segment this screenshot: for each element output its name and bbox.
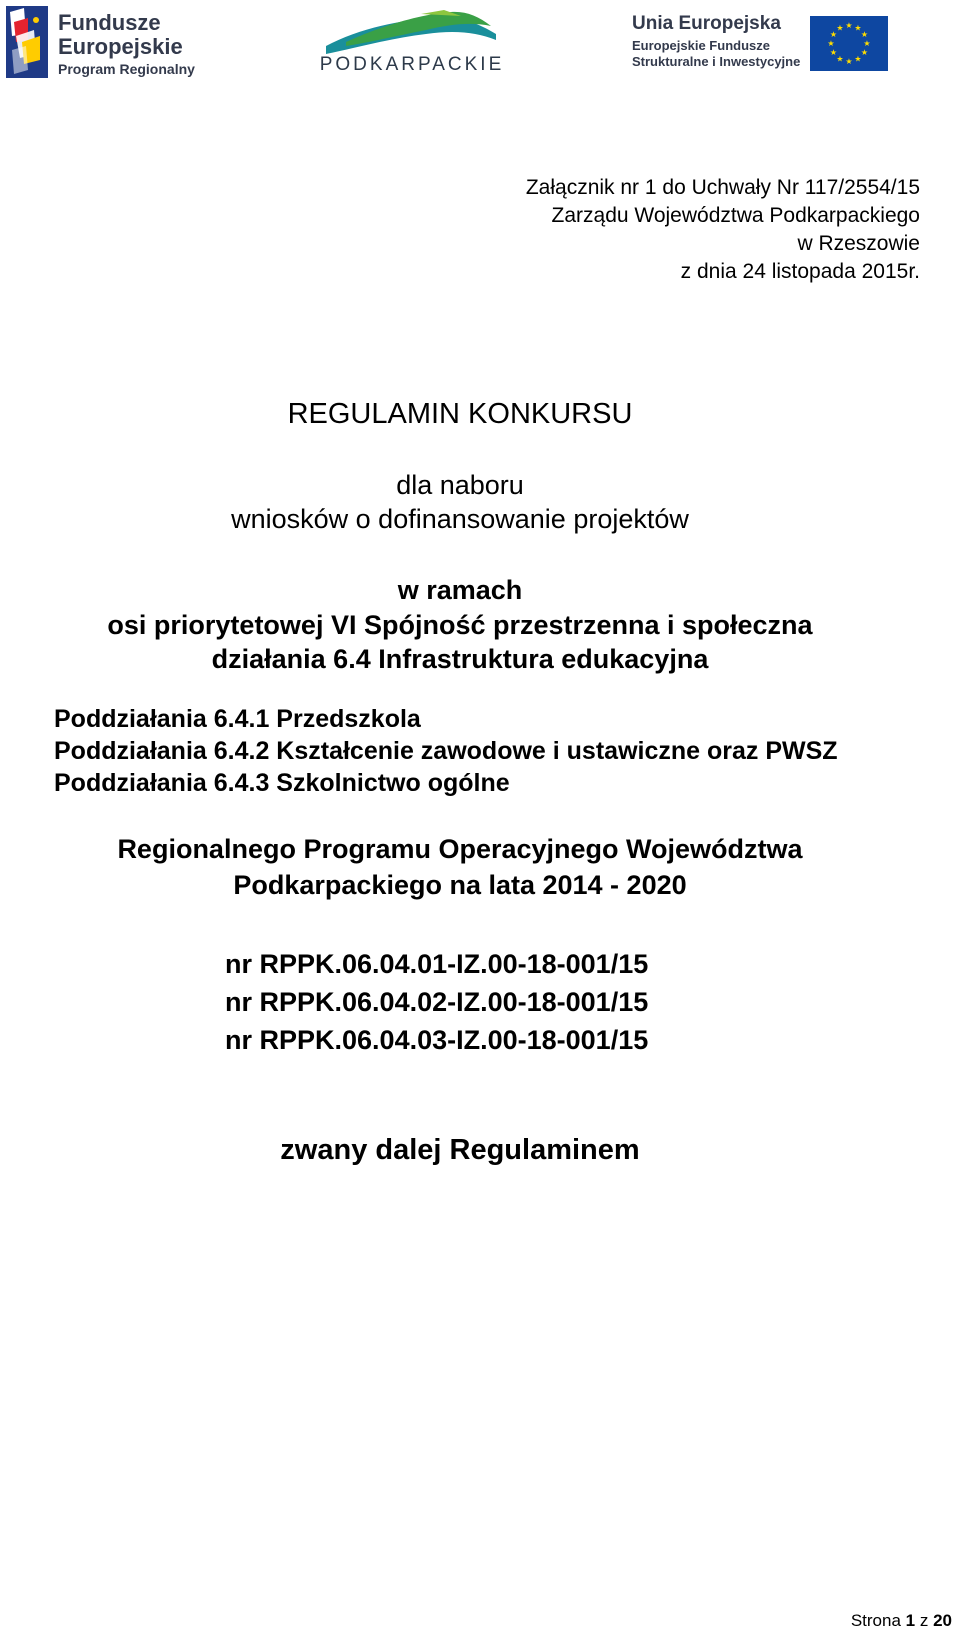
page-label: Strona	[850, 1611, 901, 1630]
ue-logo-line2: Europejskie Fundusze	[632, 38, 770, 53]
page-total: 20	[933, 1611, 952, 1630]
subtitle-line-1: dla naboru	[396, 470, 524, 500]
annex-line-3: w Rzeszowie	[797, 232, 920, 255]
subaction-item: Poddziałania 6.4.3 Szkolnictwo ogólne	[54, 769, 510, 797]
ue-logo-line1: Unia Europejska	[632, 13, 781, 34]
call-number: nr RPPK.06.04.02-IZ.00-18-001/15	[225, 987, 649, 1017]
program-line-1: Regionalnego Programu Operacyjnego Województwa	[117, 834, 803, 864]
svg-text:★: ★	[860, 48, 869, 57]
fundusze-europejskie-logo	[6, 6, 196, 78]
fe-flag-icon	[6, 6, 48, 78]
subactions-list	[54, 703, 838, 799]
ue-logo-line3: Strukturalne i Inwestycyjne	[632, 54, 801, 69]
podkarpackie-wave-icon	[326, 10, 496, 54]
program-line-2: Podkarpackiego na lata 2014 - 2020	[233, 870, 687, 900]
svg-text:★: ★	[860, 30, 869, 39]
axis-line-1: w ramach	[397, 575, 523, 605]
page-separator: z	[919, 1611, 929, 1630]
page-footer	[851, 1611, 952, 1631]
page-current: 1	[905, 1611, 916, 1630]
subaction-item: Poddziałania 6.4.1 Przedszkola	[54, 705, 421, 733]
svg-text:★: ★	[854, 54, 862, 64]
document-title: REGULAMIN KONKURSU	[287, 398, 633, 430]
logo-bar	[0, 0, 960, 88]
subaction-item: Poddziałania 6.4.2 Kształcenie zawodowe i ustawiczne oraz PWSZ	[54, 737, 838, 765]
fe-logo-line3: Program Regionalny	[58, 61, 195, 77]
podkarpackie-logo	[312, 10, 512, 76]
fe-logo-line2: Europejskie	[58, 34, 183, 59]
svg-text:★: ★	[845, 57, 853, 66]
annex-line-4: z dnia 24 listopada 2015r.	[680, 260, 920, 283]
annex-line-2: Zarządu Województwa Podkarpackiego	[551, 204, 920, 227]
axis-line-2: osi priorytetowej VI Spójność przestrzenna i społeczna	[107, 610, 813, 640]
svg-text:★: ★	[854, 23, 862, 33]
called-hereinafter: zwany dalej Regulaminem	[280, 1134, 640, 1166]
annex-line-1: Załącznik nr 1 do Uchwały Nr 117/2554/15	[525, 176, 920, 199]
eu-flag-icon	[810, 16, 888, 71]
svg-text:★: ★	[863, 39, 871, 48]
podkarpackie-wordmark: PODKARPACKIE	[319, 54, 505, 75]
svg-text:★: ★	[836, 23, 844, 33]
call-number: nr RPPK.06.04.03-IZ.00-18-001/15	[225, 1025, 649, 1055]
unia-europejska-logo	[632, 12, 954, 76]
call-number: nr RPPK.06.04.01-IZ.00-18-001/15	[225, 949, 649, 979]
svg-text:★: ★	[836, 54, 844, 64]
annex-note	[526, 174, 920, 286]
fe-logo-line1: Fundusze	[58, 10, 161, 35]
call-numbers-list	[225, 945, 648, 1059]
axis-line-3: działania 6.4 Infrastruktura edukacyjna	[211, 644, 709, 674]
svg-text:★: ★	[827, 39, 835, 48]
svg-text:★: ★	[845, 21, 853, 30]
svg-text:★: ★	[829, 30, 838, 39]
svg-text:★: ★	[829, 48, 838, 57]
subtitle-line-2: wniosków o dofinansowanie projektów	[231, 504, 689, 534]
